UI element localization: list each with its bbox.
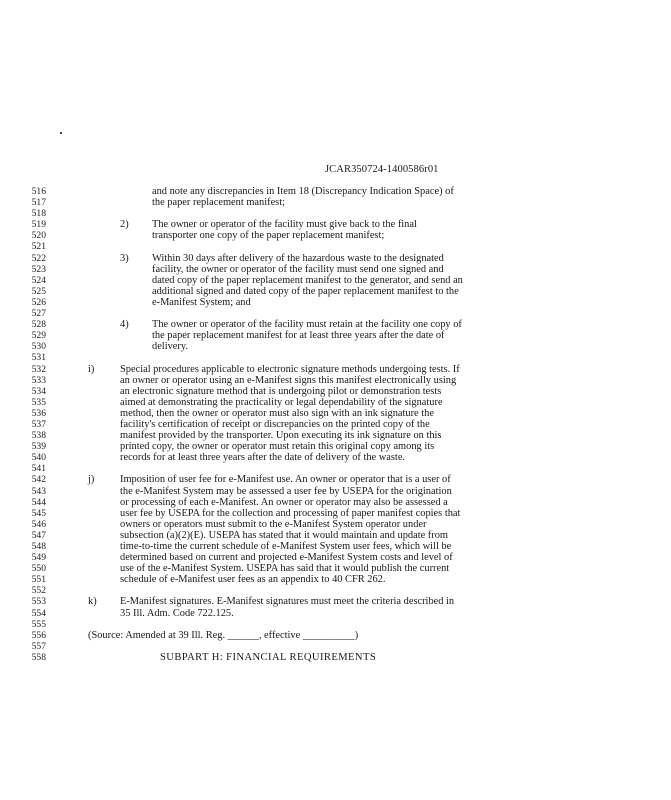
line-text: owners or operators must submit to the e-Manifest System operator under — [120, 518, 427, 530]
line-number: 517 — [31, 197, 46, 209]
subsection-label: 2) — [120, 219, 129, 231]
document-line — [0, 441, 671, 452]
line-number: 557 — [31, 640, 46, 652]
line-text: Imposition of user fee for e-Manifest use. An owner or operator that is a user of — [120, 474, 451, 486]
document-line — [0, 408, 671, 419]
line-number: 525 — [31, 285, 46, 297]
document-line — [0, 352, 671, 363]
line-number: 522 — [31, 252, 46, 264]
document-line — [0, 519, 671, 530]
line-number: 532 — [31, 363, 46, 375]
document-line — [0, 508, 671, 519]
line-number: 529 — [31, 330, 46, 342]
line-text: the e-Manifest System may be assessed a user fee by USEPA for the origination — [120, 485, 452, 497]
subsection-label: j) — [88, 474, 95, 486]
line-number: 524 — [31, 274, 46, 286]
document-code: JCAR350724-1400586r01 — [325, 164, 439, 175]
line-number: 526 — [31, 296, 46, 308]
line-number: 520 — [31, 230, 46, 242]
document-line — [0, 219, 671, 230]
line-number: 523 — [31, 263, 46, 275]
line-text: (Source: Amended at 39 Ill. Reg. ______, effective __________) — [88, 629, 359, 641]
line-text: an owner or operator using an e-Manifest signs this manifest electronically using — [120, 374, 457, 386]
line-number: 539 — [31, 441, 46, 453]
line-number: 518 — [31, 208, 46, 220]
line-text: time-to-time the current schedule of e-Manifest System user fees, which will be — [120, 541, 452, 552]
line-number: 543 — [31, 485, 46, 497]
line-text: Special procedures applicable to electronic signature methods undergoing tests. If — [120, 363, 460, 375]
line-text: and note any discrepancies in Item 18 (Discrepancy Indication Space) of — [152, 186, 454, 197]
document-line — [0, 497, 671, 508]
line-number: 528 — [31, 319, 46, 331]
line-text: subsection (a)(2)(E). USEPA has stated that it would maintain and update from — [120, 529, 449, 541]
subsection-label: i) — [88, 363, 95, 375]
subpart-heading: SUBPART H: FINANCIAL REQUIREMENTS — [160, 651, 377, 663]
document-line — [0, 608, 671, 619]
document-line — [0, 397, 671, 408]
line-number: 540 — [31, 452, 46, 464]
line-number: 535 — [31, 396, 46, 408]
line-number: 527 — [31, 308, 46, 320]
line-text: additional signed and dated copy of the paper replacement manifest to the — [152, 285, 459, 297]
document-line — [0, 186, 671, 197]
document-line — [0, 297, 671, 308]
document-line — [0, 364, 671, 375]
document-line — [0, 619, 671, 630]
document-line — [0, 230, 671, 241]
subsection-label: k) — [88, 596, 97, 608]
line-text: printed copy, the owner or operator must retain this original copy among its — [120, 441, 435, 453]
line-number: 516 — [31, 186, 46, 197]
line-number: 536 — [31, 407, 46, 419]
document-line — [0, 585, 671, 596]
line-number: 555 — [31, 618, 46, 630]
document-line — [0, 563, 671, 574]
line-number: 534 — [31, 385, 46, 397]
line-number: 551 — [31, 574, 46, 586]
document-line — [0, 264, 671, 275]
line-number: 541 — [31, 463, 46, 475]
document-line — [0, 652, 671, 663]
stray-mark — [60, 132, 62, 134]
line-number: 542 — [31, 474, 46, 486]
document-line — [0, 574, 671, 585]
line-number: 519 — [31, 219, 46, 231]
line-text: transporter one copy of the paper replacement manifest; — [152, 230, 385, 242]
line-number: 548 — [31, 541, 46, 552]
numbered-lines — [0, 186, 671, 663]
line-number: 554 — [31, 607, 46, 619]
document-line — [0, 419, 671, 430]
document-line — [0, 275, 671, 286]
line-number: 531 — [31, 352, 46, 364]
document-line — [0, 253, 671, 264]
line-number: 550 — [31, 563, 46, 575]
line-number: 538 — [31, 430, 46, 442]
line-number: 530 — [31, 341, 46, 353]
document-line — [0, 463, 671, 474]
document-line — [0, 552, 671, 563]
document-line — [0, 452, 671, 463]
line-text: The owner or operator of the facility must retain at the facility one copy of — [152, 319, 462, 331]
line-number: 552 — [31, 585, 46, 597]
line-text: E-Manifest signatures. E-Manifest signatures must meet the criteria described in — [120, 596, 455, 608]
line-text: The owner or operator of the facility must give back to the final — [152, 219, 417, 231]
document-line — [0, 241, 671, 252]
document-line — [0, 330, 671, 341]
line-text: aimed at demonstrating the practicality or legal dependability of the signature — [120, 396, 443, 408]
line-text: manifest provided by the transporter. Upon executing its ink signature on this — [120, 430, 442, 442]
line-number: 544 — [31, 496, 46, 508]
line-text: facility's certification of receipt or discrepancies on the printed copy of the — [120, 418, 430, 430]
line-text: delivery. — [152, 341, 188, 353]
document-line — [0, 474, 671, 485]
document-line — [0, 375, 671, 386]
line-text: records for at least three years after the date of delivery of the waste. — [120, 452, 406, 464]
document-line — [0, 486, 671, 497]
line-text: an electronic signature method that is undergoing pilot or demonstration tests — [120, 385, 442, 397]
line-text: use of the e-Manifest System. USEPA has said that it would publish the current — [120, 563, 450, 575]
line-text: dated copy of the paper replacement manifest to the generator, and send an — [152, 274, 463, 286]
document-line — [0, 641, 671, 652]
line-text: user fee by USEPA for the collection and processing of paper manifest copies that — [120, 507, 461, 519]
line-text: 35 Ill. Adm. Code 722.125. — [120, 607, 234, 619]
document-line — [0, 308, 671, 319]
line-text: the paper replacement manifest for at least three years after the date of — [152, 330, 445, 342]
line-number: 545 — [31, 507, 46, 519]
line-number: 537 — [31, 418, 46, 430]
document-line — [0, 208, 671, 219]
line-number: 553 — [31, 596, 46, 608]
document-line — [0, 319, 671, 330]
subsection-label: 4) — [120, 319, 129, 331]
line-text: method, then the owner or operator must also sign with an ink signature the — [120, 407, 434, 419]
document-line — [0, 596, 671, 607]
document-line — [0, 197, 671, 208]
document-line — [0, 386, 671, 397]
document-line — [0, 530, 671, 541]
line-text: Within 30 days after delivery of the hazardous waste to the designated — [152, 252, 444, 264]
line-text: facility, the owner or operator of the facility must send one signed and — [152, 263, 444, 275]
document-line — [0, 341, 671, 352]
subsection-label: 3) — [120, 252, 129, 264]
line-number: 556 — [31, 629, 46, 641]
line-number: 558 — [31, 651, 46, 663]
line-text: schedule of e-Manifest user fees as an appendix to 40 CFR 262. — [120, 574, 386, 586]
document-line — [0, 430, 671, 441]
document-line — [0, 541, 671, 552]
document-line — [0, 630, 671, 641]
line-text: e-Manifest System; and — [152, 296, 251, 308]
line-text: determined based on current and projected e-Manifest System costs and level of — [120, 552, 453, 564]
line-number: 521 — [31, 241, 46, 253]
document-line — [0, 286, 671, 297]
line-number: 533 — [31, 374, 46, 386]
line-number: 546 — [31, 518, 46, 530]
line-text: or processing of each e-Manifest. An owner or operator may also be assessed a — [120, 496, 448, 508]
line-text: the paper replacement manifest; — [152, 197, 285, 209]
line-number: 549 — [31, 552, 46, 564]
line-number: 547 — [31, 529, 46, 541]
